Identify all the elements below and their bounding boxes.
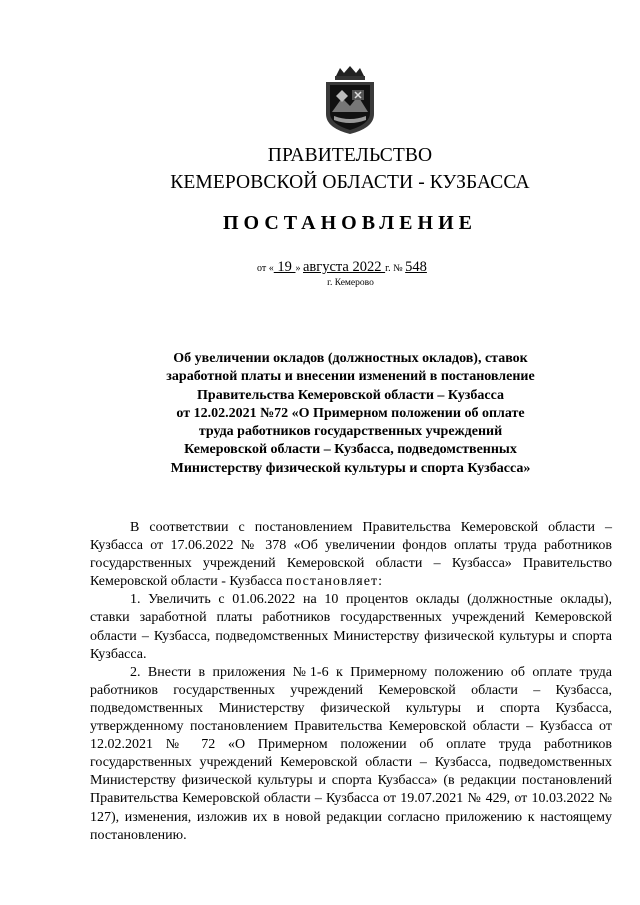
paragraph-item-1: 1. Увеличить с 01.06.2022 на 10 процентов оклады (должностные оклады), ставки заработной платы работников государственных учреждений Кемеровской области – Кузбасса, подведомственных Министерству физической культуры и спорта Кузбасса. xyxy=(90,592,612,662)
title-line: Об увеличении окладов (должностных окладов), ставок xyxy=(173,351,528,366)
document-number: 548 xyxy=(405,259,427,275)
coat-of-arms-icon xyxy=(322,66,378,136)
date-prefix: от « xyxy=(257,263,274,274)
paragraph-preamble xyxy=(90,519,612,591)
paragraph-item-2: 2. Внести в приложения №1-6 к Примерному положению об оплате труда работников государственных учреждений Кемеровской области – Кузбасса, подведомственных Министерству физической культуры и спорта Кузбасса, утвержденному постановлением Правительства Кемеровской области – Кузбасса от 12.02.2021 № 72 «О Примерном положении об оплате труда работников государственных учреждений Кемеровской области – Кузбасса, подведомственных Министерству физической культуры и спорта Кузбасса» (в редакции постановлений Правительства Кемеровской области – Кузбасса от 19.07.2021 № 429, от 10.03.2022 № 127), изменения, изложив их в новой редакции согласно приложению к настоящему постановлению. xyxy=(90,664,612,843)
title-line: от 12.02.2021 №72 «О Примерном положении об оплате xyxy=(176,405,525,421)
preamble-text: В соответствии с постановлением Правительства Кемеровской области – Кузбасса от 17.06.2022 № 378 «Об увеличении фондов оплаты труда работников государственных учреждений Кемеровской области – Кузбасса» Правительство Кемеровской области - Кузбасса xyxy=(90,520,612,590)
number-prefix: № xyxy=(390,263,406,274)
date-month-year: августа 2022 xyxy=(303,259,386,275)
document-body xyxy=(90,519,612,845)
date-year-suffix: г. xyxy=(385,263,391,274)
document-type-heading: ПОСТАНОВЛЕНИЕ xyxy=(223,212,477,234)
title-line: Правительства Кемеровской области – Кузбасса xyxy=(197,387,504,403)
government-name-line2: КЕМЕРОВСКОЙ ОБЛАСТИ - КУЗБАССА xyxy=(170,172,530,193)
document-title xyxy=(0,350,640,478)
resolves-word: постановляет: xyxy=(285,574,383,590)
date-day: 19 xyxy=(273,259,296,275)
title-line: заработной платы и внесении изменений в постановление xyxy=(166,369,535,385)
date-number-line xyxy=(257,259,427,276)
title-line: труда работников государственных учреждений xyxy=(198,424,503,440)
title-line: Кемеровской области – Кузбасса, подведомственных xyxy=(184,442,517,458)
government-name-line1: ПРАВИТЕЛЬСТВО xyxy=(267,145,433,166)
date-mid: » xyxy=(295,263,303,274)
city-label: г. Кемерово xyxy=(327,278,374,288)
title-line: Министерству физической культуры и спорта Кузбасса» xyxy=(170,460,531,476)
